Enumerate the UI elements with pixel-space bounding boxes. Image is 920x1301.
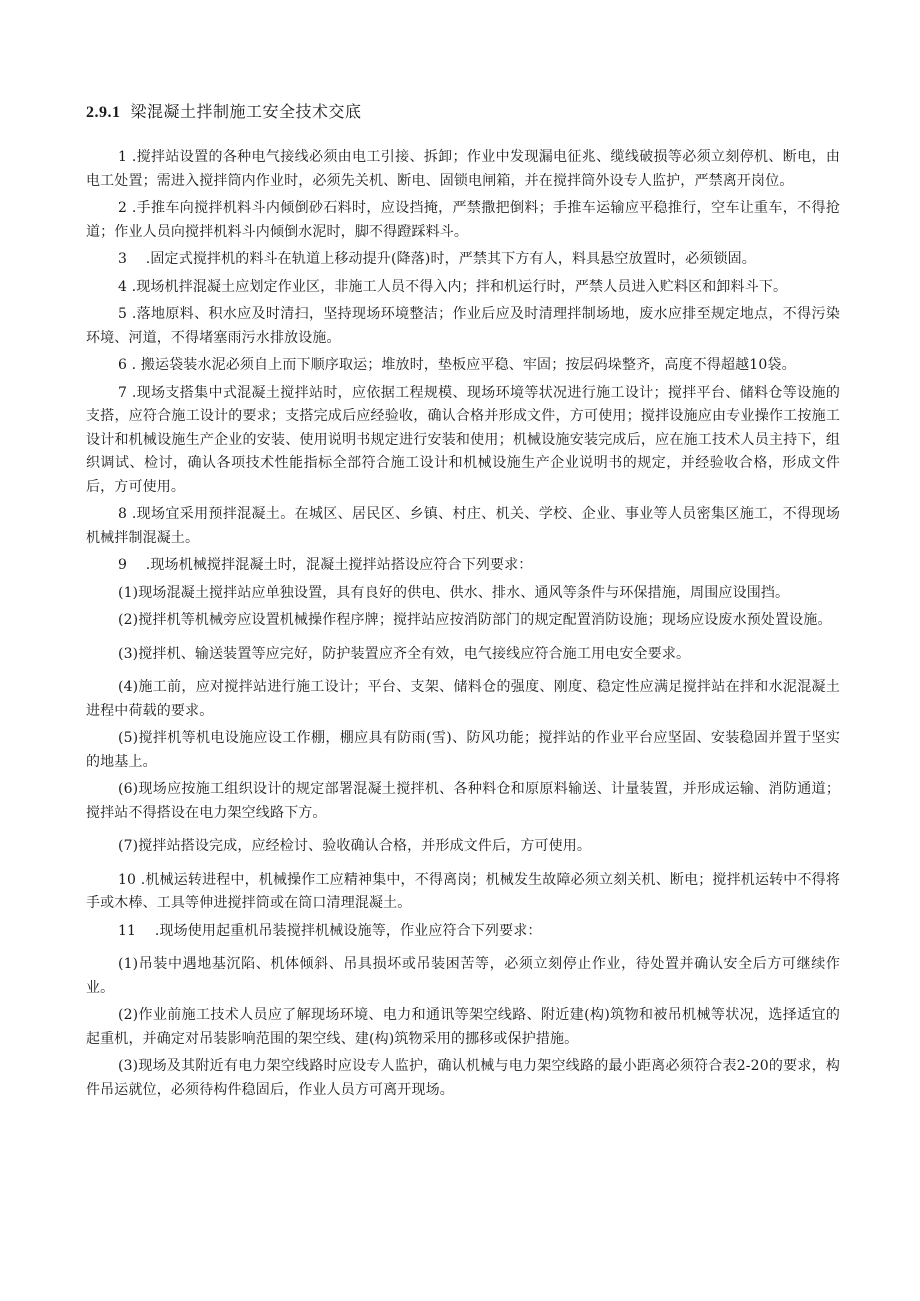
sub-item-9-7: (7)搅拌站搭设完成，应经检讨、验收确认合格，并形成文件后，方可使用。 — [118, 838, 592, 854]
sub-item-11-2: (2)作业前施工技术人员应了解现场环境、电力和通讯等架空线路、附近建(构)筑物和被吊机械等状况，选择适宜的起重机，并确定对吊装影响范围的架空线、建(构)筑物采用的挪移或保护措施。 — [86, 1007, 840, 1047]
paragraph-10: 10 .机械运转进程中，机械操作工应精神集中，不得离岗；机械发生故障必须立刻关机、断电；搅拌机运转中不得将手或木棒、工具等伸进搅拌筒或在筒口清理混凝土。 — [86, 871, 840, 911]
document-page — [86, 100, 840, 1106]
sub-item-9-6: (6)现场应按施工组织设计的规定部署混凝土搅拌机、各种料仓和原原料输送、计量装置，并形成运输、消防通道；搅拌站不得搭设在电力架空线路下方。 — [86, 781, 840, 821]
sub-item-9-3: (3)搅拌机、输送装置等应完好，防护装置应齐全有效，电气接线应符合施工用电安全要求。 — [118, 645, 691, 662]
paragraph-5: 5 .落地原料、积水应及时清扫，坚持现场环境整洁；作业后应及时清理拌制场地，废水应排至规定地点，不得污染环境、河道，不得堵塞雨污水排放设施。 — [86, 306, 840, 346]
section-title: 梁混凝土拌制施工安全技术交底 — [130, 102, 362, 121]
sub-item-11-1: (1)吊装中遇地基沉陷、机体倾斜、吊具损坏或吊装困苦等，必须立刻停止作业，待处置并确认安全后方可继续作业。 — [86, 956, 840, 996]
section-heading — [86, 100, 840, 125]
paragraph-11: 11 .现场使用起重机吊装搅拌机械设施等，作业应符合下列要求： — [118, 922, 542, 939]
sub-item-9-4: (4)施工前，应对搅拌站进行施工设计；平台、支架、储料仓的强度、刚度、稳定性应满足搅拌站在拌和水泥混凝土进程中荷载的要求。 — [86, 679, 840, 719]
sub-item-11-3: (3)现场及其附近有电力架空线路时应设专人监护，确认机械与电力架空线路的最小距离必须符合表2-20的要求，构件吊运就位，必须待构件稳固后，作业人员方可离开现场。 — [86, 1058, 840, 1098]
paragraph-7: 7 .现场支搭集中式混凝土搅拌站时，应依据工程规模、现场环境等状况进行施工设计；搅拌平台、储料仓等设施的支搭，应符合施工设计的要求；支搭完成后应经验收，确认合格并形成文件，方可使用；搅拌设施应由专业操作工按施工设计和机械设施生产企业的安装、使用说明书规定进行安装和使用；机械设施安装完成后，应在施工技术人员主持下，组织调试、检讨，确认各项技术性能指标全部符合施工设计和机械设施生产企业说明书的规定，并经验收合格，形成文件后，方可使用。 — [86, 384, 840, 495]
paragraph-2: 2 .手推车向搅拌机料斗内倾倒砂石料时，应设挡掩，严禁撒把倒料；手推车运输应平稳推行，空车让重车，不得抢道；作业人员向搅拌机料斗内倾倒水泥时，脚不得蹬踩料斗。 — [86, 200, 840, 240]
paragraph-4: 4 .现场机拌混凝土应划定作业区，非施工人员不得入内；拌和机运行时，严禁人员进入贮料区和卸料斗下。 — [118, 278, 788, 295]
paragraph-1: 1 .搅拌站设置的各种电气接线必须由电工引接、拆卸；作业中发现漏电征兆、缆线破损等必须立刻停机、断电，由电工处置；需进入搅拌筒内作业时，必须先关机、断电、固锁电闸箱，并在搅拌筒外设专人监护，严禁离开岗位。 — [86, 149, 840, 189]
sub-item-9-5: (5)搅拌机等机电设施应设工作棚，棚应具有防雨(雪)、防风功能；搅拌站的作业平台应坚固、安装稳固并置于坚实的地基上。 — [86, 730, 840, 770]
section-number: 2.9.1 — [86, 104, 121, 121]
sub-item-9-1: (1)现场混凝土搅拌站应单独设置，具有良好的供电、供水、排水、通风等条件与环保措施，周围应设围挡。 — [118, 584, 790, 601]
sub-item-9-2: (2)搅拌机等机械旁应设置机械操作程序牌；搅拌站应按消防部门的规定配置消防设施；现场应设废水预处置设施。 — [118, 612, 832, 628]
paragraph-3: 3 .固定式搅拌机的料斗在轨道上移动提升(降落)时，严禁其下方有人，料具悬空放置时，必须锁固。 — [118, 251, 756, 267]
paragraph-9: 9 .现场机械搅拌混凝土时，混凝土搅拌站搭设应符合下列要求： — [118, 557, 533, 573]
paragraph-6: 6 . 搬运袋装水泥必须自上而下顺序取运；堆放时，垫板应平稳、牢固；按层码垛整齐，高度不得超越10袋。 — [118, 357, 796, 373]
paragraph-8: 8 .现场宜采用预拌混凝土。在城区、居民区、乡镇、村庄、机关、学校、企业、事业等人员密集区施工，不得现场机械拌制混凝土。 — [86, 506, 840, 546]
